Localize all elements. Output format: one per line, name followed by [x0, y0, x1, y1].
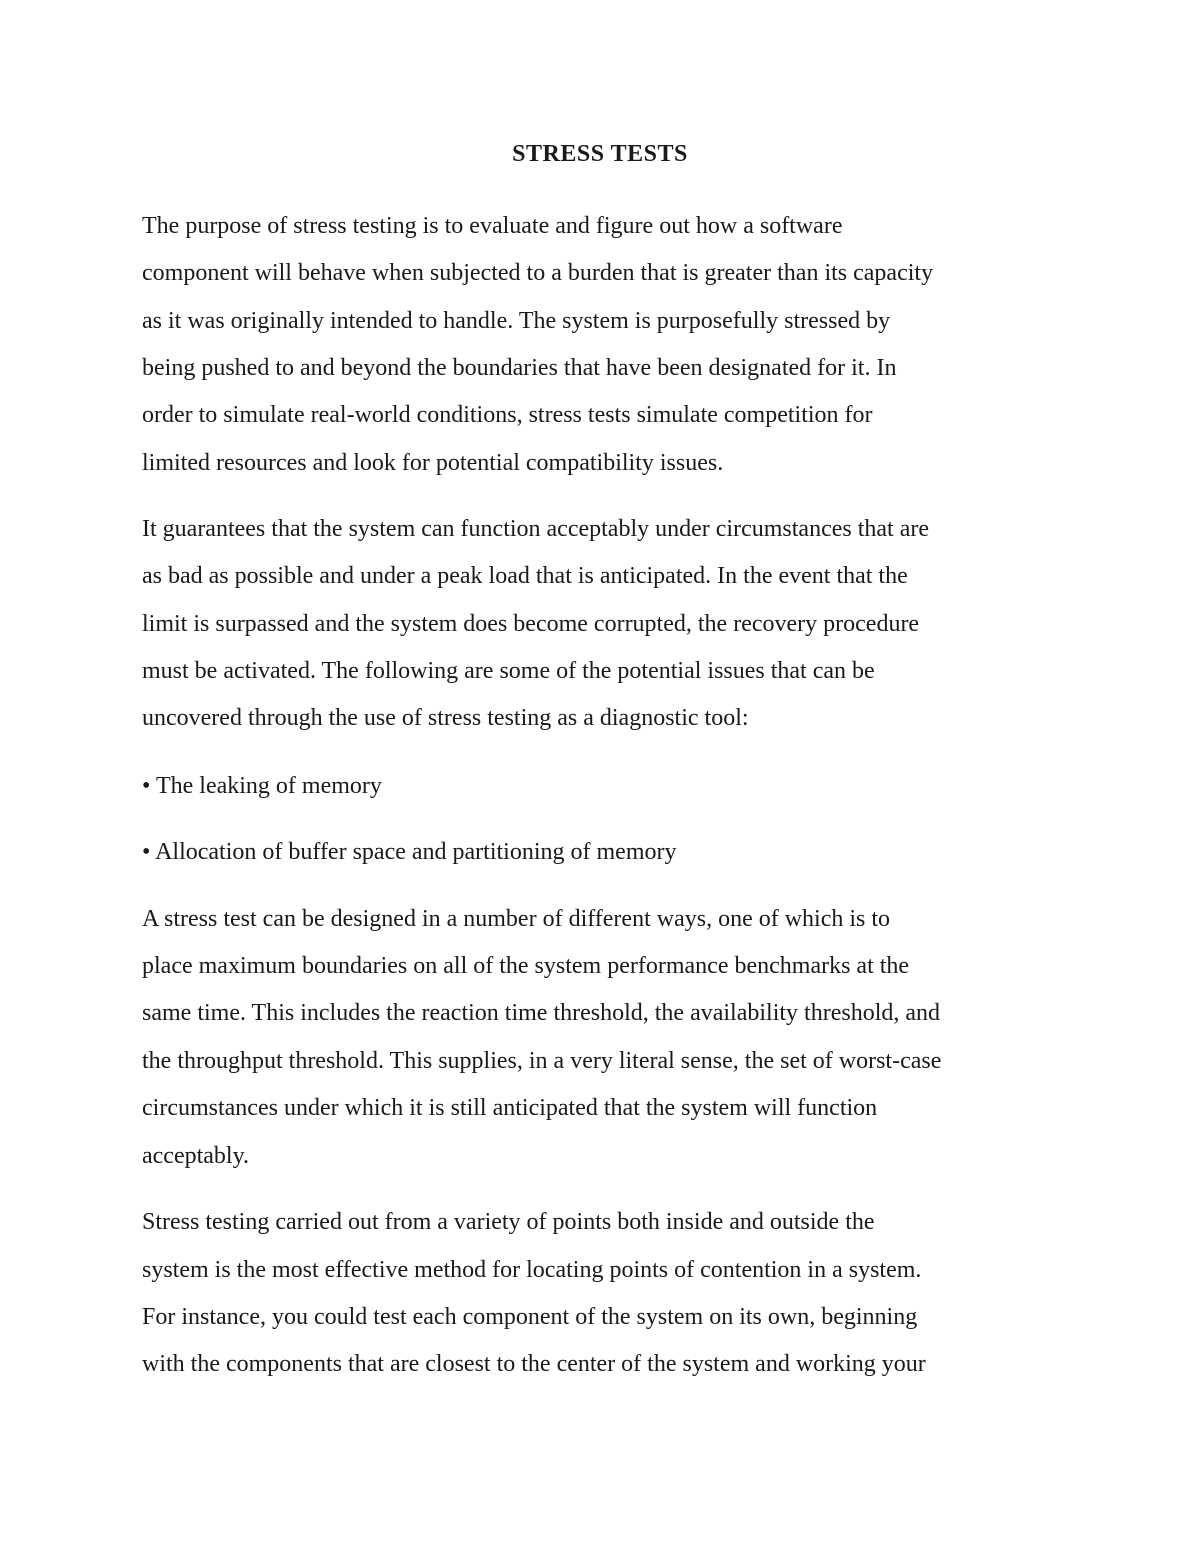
text-line: component will behave when subjected to a burden that is greater than its capacity: [142, 260, 934, 286]
text-line: It guarantees that the system can function acceptably under circumstances that are: [142, 516, 929, 542]
list-item: • The leaking of memory: [142, 773, 382, 799]
list-item: • Allocation of buffer space and partitioning of memory: [142, 839, 677, 865]
text-line: The purpose of stress testing is to evaluate and figure out how a software: [142, 213, 843, 239]
text-line: For instance, you could test each component of the system on its own, beginning: [142, 1304, 918, 1330]
text-line: system is the most effective method for locating points of contention in a system.: [142, 1257, 922, 1283]
text-line: Stress testing carried out from a variety of points both inside and outside the: [142, 1209, 875, 1235]
page-title: STRESS TESTS: [512, 141, 688, 167]
text-line: being pushed to and beyond the boundaries that have been designated for it. In: [142, 355, 897, 381]
text-line: order to simulate real-world conditions, stress tests simulate competition for: [142, 402, 873, 428]
text-line: same time. This includes the reaction time threshold, the availability threshold, and: [142, 1000, 941, 1026]
text-line: limit is surpassed and the system does become corrupted, the recovery procedure: [142, 611, 920, 637]
text-line: as bad as possible and under a peak load that is anticipated. In the event that the: [142, 563, 908, 589]
text-line: with the components that are closest to the center of the system and working your: [142, 1351, 926, 1377]
text-line: limited resources and look for potential compatibility issues.: [142, 450, 724, 476]
text-line: uncovered through the use of stress testing as a diagnostic tool:: [142, 705, 749, 731]
text-line: the throughput threshold. This supplies, in a very literal sense, the set of worst-case: [142, 1048, 942, 1074]
text-line: place maximum boundaries on all of the system performance benchmarks at the: [142, 953, 910, 979]
text-line: as it was originally intended to handle. The system is purposefully stressed by: [142, 308, 891, 334]
text-line: acceptably.: [142, 1143, 250, 1169]
text-line: circumstances under which it is still anticipated that the system will function: [142, 1095, 878, 1121]
text-line: must be activated. The following are some of the potential issues that can be: [142, 658, 875, 684]
text-line: A stress test can be designed in a number of different ways, one of which is to: [142, 906, 891, 932]
